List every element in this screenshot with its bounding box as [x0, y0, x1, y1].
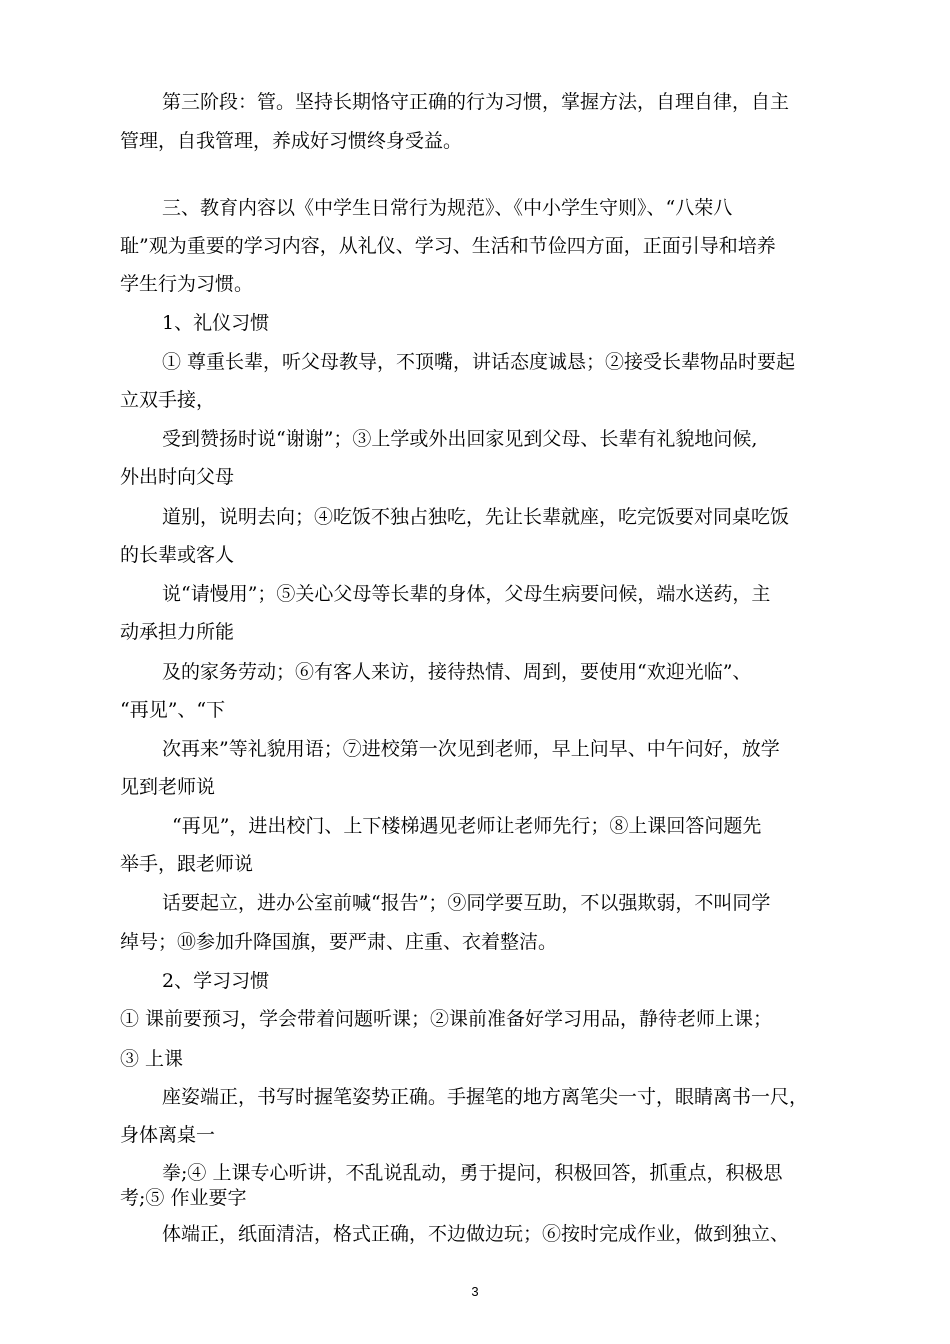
text-line: 1、礼仪习惯 — [162, 312, 270, 334]
text-line: 2、学习习惯 — [162, 970, 270, 992]
text-line: 考;⑤ 作业要字 — [120, 1187, 247, 1209]
text-line: 次再来”等礼貌用语；⑦进校第一次见到老师，早上问早、中午问好，放学 — [162, 738, 780, 760]
text-line: “再见”、“下 — [120, 699, 226, 721]
text-line: 拳;④ 上课专心听讲，不乱说乱动，勇于提问，积极回答，抓重点，积极思 — [162, 1162, 783, 1184]
text-line: 三、教育内容以《中学生日常行为规范》、《中小学生守则》、“八荣八 — [162, 197, 733, 219]
text-line: “再见”，进出校门、上下楼梯遇见老师让老师先行；⑧上课回答问题先 — [172, 815, 762, 837]
text-line: 说“请慢用”；⑤关心父母等长辈的身体，父母生病要问候，端水送药，主 — [162, 583, 771, 605]
text-line: 体端正，纸面清洁，格式正确，不边做边玩；⑥按时完成作业，做到独立、 — [162, 1223, 790, 1245]
text-line: 举手，跟老师说 — [120, 853, 254, 875]
text-line: 话要起立，进办公室前喊“报告”；⑨同学要互助，不以强欺弱，不叫同学 — [162, 892, 771, 914]
text-line: 管理，自我管理，养成好习惯终身受益。 — [120, 130, 463, 152]
text-line: 及的家务劳动；⑥有客人来访，接待热情、周到，要使用“欢迎光临”、 — [162, 661, 752, 683]
text-line: 见到老师说 — [120, 776, 216, 798]
text-line: ③ 上课 — [120, 1048, 184, 1070]
text-line: 动承担力所能 — [120, 621, 235, 643]
text-line: 道别，说明去向；④吃饭不独占独吃，先让长辈就座，吃完饭要对同桌吃饭 — [162, 506, 790, 528]
text-line: 耻”观为重要的学习内容，从礼仪、学习、生活和节俭四方面，正面引导和培养 — [120, 235, 776, 257]
text-line: 外出时向父母 — [120, 466, 235, 488]
text-line: 立双手接， — [120, 389, 216, 411]
text-line: 绰号；⑩参加升降国旗，要严肃、庄重、衣着整洁。 — [120, 931, 558, 953]
text-line: 身体离桌一 — [120, 1124, 216, 1146]
text-line: 第三阶段：管。坚持长期恪守正确的行为习惯，掌握方法，自理自律，自主 — [162, 91, 790, 113]
text-line: ① 课前要预习，学会带着问题听课；②课前准备好学习用品，静待老师上课； — [120, 1008, 773, 1030]
page-number: 3 — [471, 1284, 479, 1299]
text-line: 的长辈或客人 — [120, 544, 235, 566]
text-line: 学生行为习惯。 — [120, 273, 254, 295]
text-line: 受到赞扬时说“谢谢”；③上学或外出回家见到父母、长辈有礼貌地问候, — [162, 428, 758, 450]
text-line: ① 尊重长辈，听父母教导，不顶嘴，讲话态度诚恳；②接受长辈物品时要起 — [162, 351, 796, 373]
text-line: 座姿端正，书写时握笔姿势正确。手握笔的地方离笔尖一寸，眼睛离书一尺， — [162, 1086, 809, 1108]
